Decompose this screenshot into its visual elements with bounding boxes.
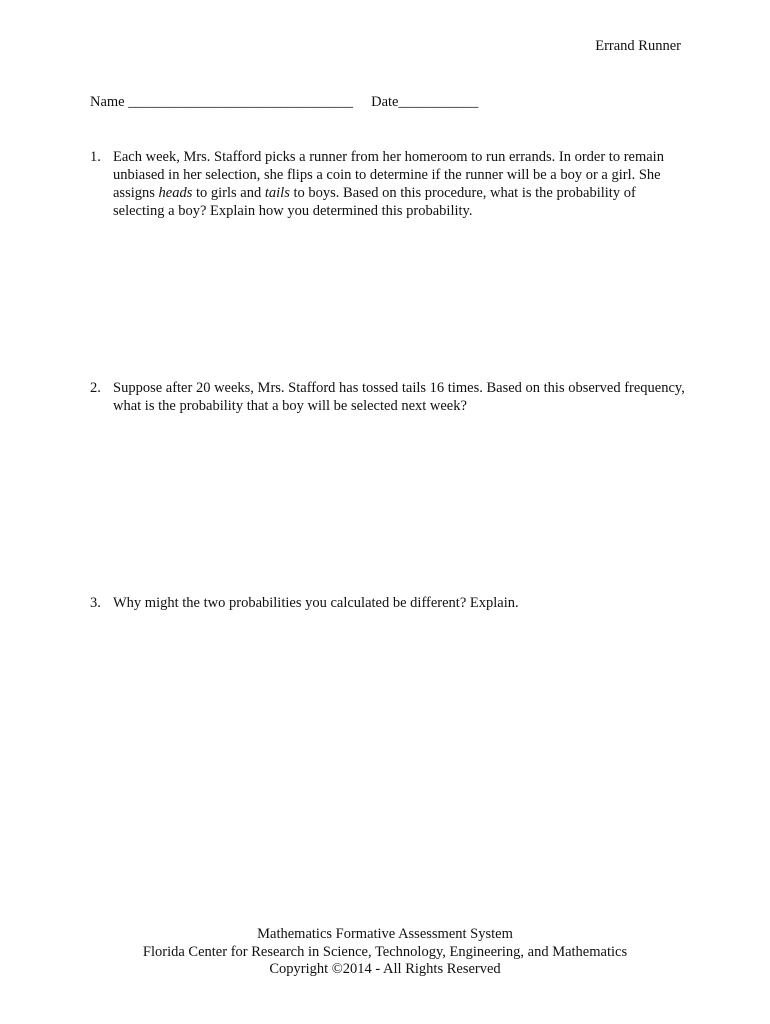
name-label: Name xyxy=(90,94,125,110)
question-text-part: Each week, Mrs. Stafford picks a runner from her homeroom to run errands. In order to remain unbiased in her selection, she flips a coin to determine if the runner will be a boy or a girl. She assigns xyxy=(113,149,664,201)
footer-copyright: Copyright ©2014 - All Rights Reserved xyxy=(269,961,501,977)
question-number: 3. xyxy=(90,595,101,611)
question-text: Why might the two probabilities you calculated be different? Explain. xyxy=(113,595,519,611)
footer-line-1: Mathematics Formative Assessment System xyxy=(257,926,513,942)
name-blank: _______________________________ xyxy=(128,94,353,110)
question-2 xyxy=(90,379,686,415)
question-number: 2. xyxy=(90,380,101,396)
question-text: Suppose after 20 weeks, Mrs. Stafford has tossed tails 16 times. Based on this observed frequency, what is the probability that a boy will be selected next week? xyxy=(113,380,685,414)
document-title: Errand Runner xyxy=(595,38,681,54)
question-emphasis-heads: heads xyxy=(158,185,193,201)
footer-line-2: Florida Center for Research in Science, Technology, Engineering, and Mathematics xyxy=(142,943,628,960)
question-text-part: to boys. Based on this procedure, what is the probability of selecting a boy? Explain how you determined this probability. xyxy=(113,185,636,219)
question-text-part: to girls and xyxy=(192,185,265,201)
question-1 xyxy=(90,148,686,220)
footer xyxy=(0,926,770,979)
question-number: 1. xyxy=(90,149,101,165)
name-date-line xyxy=(90,94,478,111)
question-3 xyxy=(90,594,686,612)
date-label: Date xyxy=(371,94,399,110)
question-text xyxy=(113,148,686,220)
question-emphasis-tails: tails xyxy=(264,185,290,201)
date-blank: ___________ xyxy=(398,94,479,110)
